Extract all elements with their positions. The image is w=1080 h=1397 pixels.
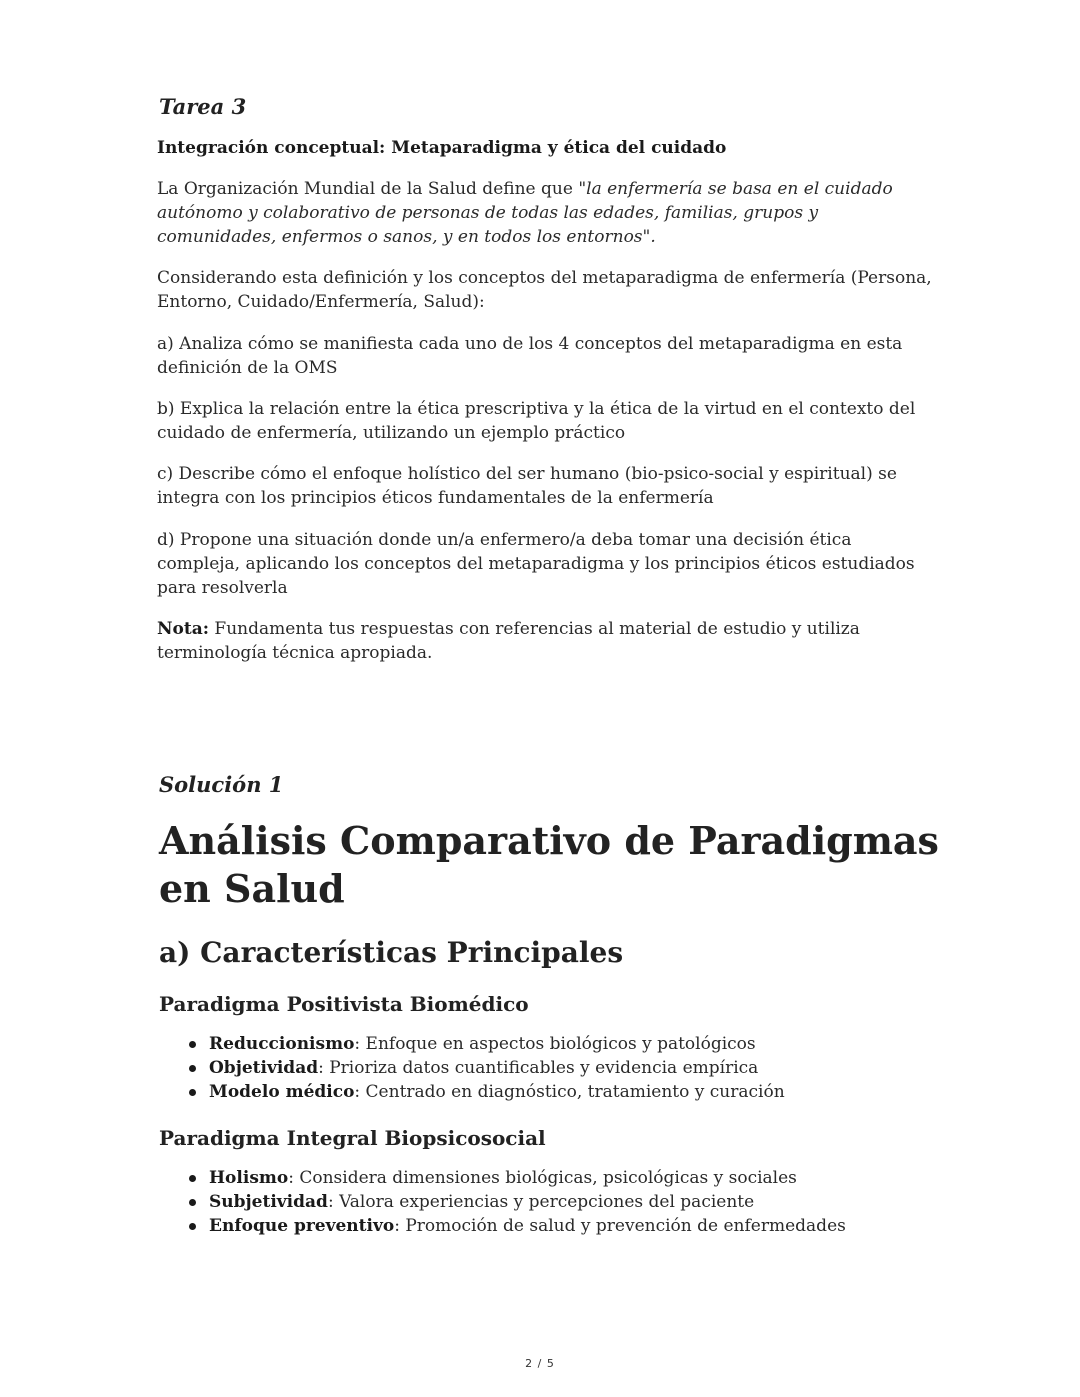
intro-quote: "la enfermería se basa en el cuidado autónomo y colaborativo de personas de todas las edades, familias, grupos y comunidades, enfermos o sanos, y en todos los entornos". [157,179,893,247]
bullet-text: : Prioriza datos cuantificables y evidencia empírica [318,1058,759,1078]
list-item [187,1056,785,1080]
list-item [187,1214,846,1238]
bullet-text: : Valora experiencias y percepciones del paciente [327,1192,755,1212]
task-label: Tarea 3 [159,94,247,119]
list-item [187,1190,846,1214]
intro-prefix: La Organización Mundial de la Salud define que [157,179,579,199]
considering-paragraph: Considerando esta definición y los conceptos del metaparadigma de enfermería (Persona, Entorno, Cuidado/Enfermería, Salud): [157,268,932,312]
bullet-text: : Centrado en diagnóstico, tratamiento y curación [354,1082,785,1102]
paradigm-heading-biomedical: Paradigma Positivista Biomédico [159,992,529,1016]
solution-label: Solución 1 [159,772,284,797]
bullet-text: : Considera dimensiones biológicas, psicológicas y sociales [288,1168,797,1188]
list-item [187,1080,785,1104]
task-item-b: b) Explica la relación entre la ética prescriptiva y la ética de la virtud en el contexto del cuidado de enfermería, utilizando un ejemplo práctico [157,399,916,443]
bullet-term: Enfoque preventivo [209,1216,395,1236]
bullet-text: : Promoción de salud y prevención de enfermedades [394,1216,846,1236]
list-item [187,1032,785,1056]
note-text: Fundamenta tus respuestas con referencias al material de estudio y utiliza terminología técnica apropiada. [157,619,860,663]
page-number: 2 / 5 [525,1357,555,1370]
section-a-heading: a) Características Principales [159,936,624,969]
paradigm-heading-biopsychosocial: Paradigma Integral Biopsicosocial [159,1126,546,1150]
task-title: Integración conceptual: Metaparadigma y ética del cuidado [157,138,727,158]
bullet-term: Subjetividad [209,1192,328,1212]
task-item-c: c) Describe cómo el enfoque holístico del ser humano (bio-psico-social y espiritual) se integra con los principios éticos fundamentales de la enfermería [157,464,897,508]
list-item [187,1166,846,1190]
bullet-icon [189,1199,196,1206]
bullet-term: Reduccionismo [209,1034,355,1054]
paradigm-list-biomedical [187,1032,785,1104]
task-item-d: d) Propone una situación donde un/a enfermero/a deba tomar una decisión ética compleja, aplicando los conceptos del metaparadigma y los principios éticos estudiados para resolverla [157,530,915,598]
bullet-term: Modelo médico [209,1082,355,1102]
bullet-term: Objetividad [209,1058,319,1078]
bullet-icon [189,1089,196,1096]
paradigm-list-biopsychosocial [187,1166,846,1238]
note-label: Nota: [157,619,210,639]
bullet-term: Holismo [209,1168,289,1188]
bullet-icon [189,1223,196,1230]
bullet-icon [189,1041,196,1048]
bullet-icon [189,1065,196,1072]
solution-title: Análisis Comparativo de Paradigmas en Salud [159,818,939,911]
bullet-icon [189,1175,196,1182]
intro-paragraph [157,177,937,249]
note-paragraph [157,617,937,665]
bullet-text: : Enfoque en aspectos biológicos y patológicos [354,1034,756,1054]
task-item-a: a) Analiza cómo se manifiesta cada uno de los 4 conceptos del metaparadigma en esta definición de la OMS [157,334,903,378]
